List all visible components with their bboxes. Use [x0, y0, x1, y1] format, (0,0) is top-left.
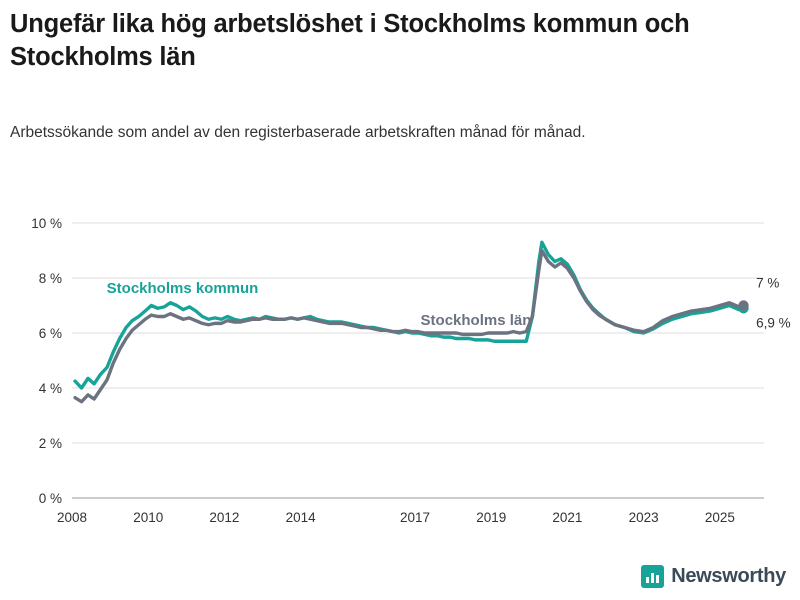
series-end-value-label: 7 % [756, 275, 780, 291]
footer-branding [641, 565, 786, 588]
y-axis-tick-label: 2 % [38, 436, 62, 451]
x-axis-tick-label: 2012 [209, 510, 240, 525]
bar-chart-icon [641, 565, 664, 588]
y-axis-tick-label: 0 % [38, 491, 62, 506]
y-axis-tick-label: 6 % [38, 326, 62, 341]
series-annotation-label: Stockholms län [420, 311, 532, 329]
x-axis-tick-label: 2025 [704, 510, 735, 525]
x-axis-tick-label: 2023 [628, 510, 659, 525]
series-annotation-label: Stockholms kommun [106, 280, 259, 298]
brand-name: Newsworthy [671, 565, 786, 587]
page-title: Ungefär lika hög arbetslöshet i Stockholms kommun och Stockholms län [10, 10, 690, 71]
x-axis-tick-label: 2014 [285, 510, 316, 525]
chart-plot-area [0, 205, 800, 550]
y-axis-tick-label: 4 % [38, 381, 62, 396]
line-chart [0, 205, 800, 550]
chart-subtitle: Arbetssökande som andel av den registerbaserade arbetskraften månad för månad. [10, 124, 586, 141]
y-axis-tick-label: 10 % [31, 216, 62, 231]
series-endpoint-marker [738, 300, 748, 310]
x-axis-tick-label: 2019 [476, 510, 507, 525]
y-axis-tick-label: 8 % [38, 271, 62, 286]
series-line [75, 251, 743, 402]
x-axis-tick-label: 2010 [133, 510, 164, 525]
x-axis-tick-label: 2017 [399, 510, 431, 525]
x-axis-tick-label: 2008 [56, 510, 88, 525]
series-end-value-label: 6,9 % [756, 315, 791, 331]
x-axis-tick-label: 2021 [552, 510, 583, 525]
